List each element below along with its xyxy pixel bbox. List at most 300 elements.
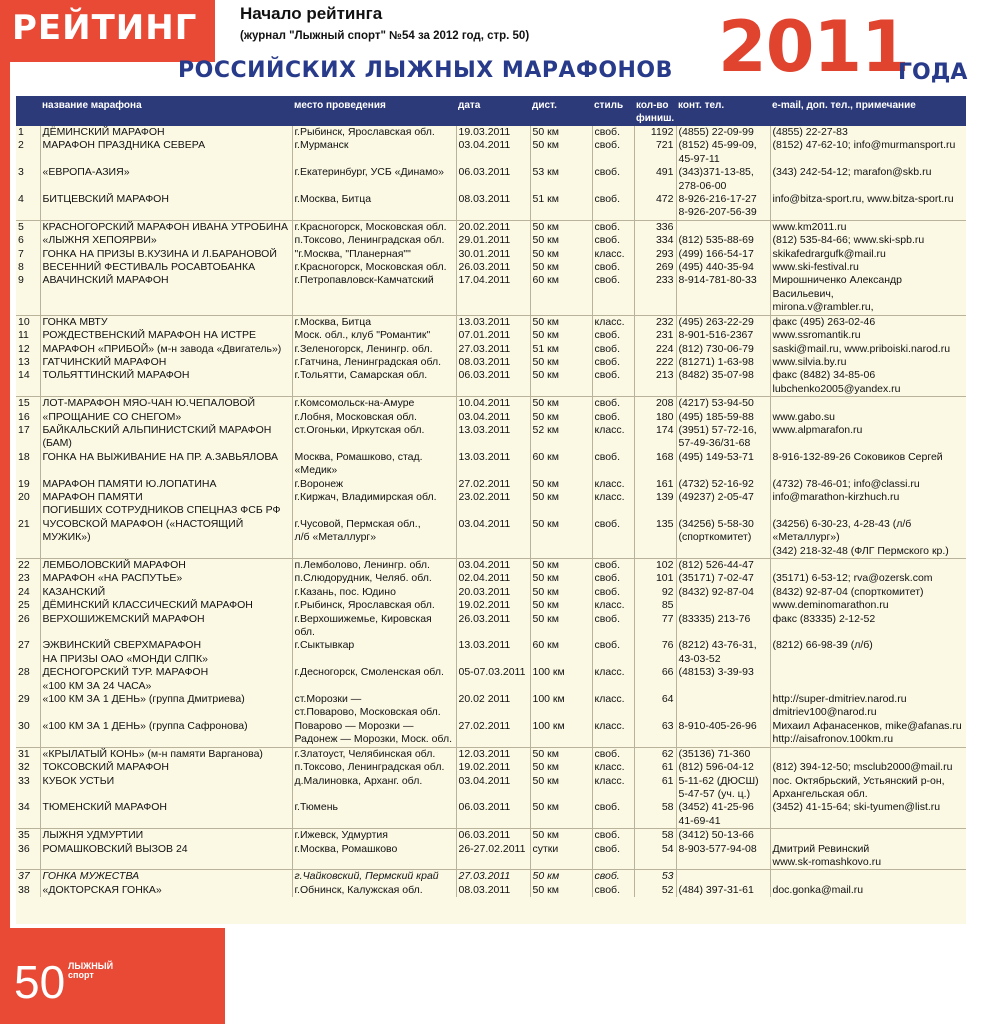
cell-fin: 61 xyxy=(634,761,676,774)
cell-tel: (484) 397-31-61 xyxy=(676,884,770,897)
cell-n: 17 xyxy=(18,423,30,436)
cell-name: «100 КМ ЗА 1 ДЕНЬ» (группа Дмитриева) xyxy=(40,693,292,720)
cell-n: 16 xyxy=(18,410,30,423)
cell-n: 36 xyxy=(18,842,30,855)
cell-style: своб. xyxy=(592,126,634,139)
cell-note: 8-916-132-89-26 Соковиков Сергей xyxy=(770,451,966,478)
cell-fin: 233 xyxy=(634,274,676,315)
cell-dist: 50 км xyxy=(530,220,592,234)
cell-dist: 50 км xyxy=(530,315,592,329)
table-row xyxy=(16,397,966,411)
cell-date: 02.04.2011 xyxy=(456,572,530,585)
cell-n: 34 xyxy=(18,801,30,814)
cell-name: МАРАФОН ПАМЯТИ Ю.ЛОПАТИНА xyxy=(40,478,292,491)
cell-date: 26-27.02.2011 xyxy=(456,843,530,870)
cell-place: г.Обнинск, Калужская обл. xyxy=(292,884,456,897)
cell-tel: (48153) 3-39-93 xyxy=(676,666,770,693)
cell-n: 37 xyxy=(16,870,40,884)
cell-date: 20.02 2011 xyxy=(456,693,530,720)
cell-n: 22 xyxy=(16,559,40,573)
cell-fin: 161 xyxy=(634,478,676,491)
cell-date: 10.04.2011 xyxy=(456,397,530,411)
cell-dist: 51 км xyxy=(530,343,592,356)
cell-fin: 139 xyxy=(634,491,676,518)
cell-date: 27.03.2011 xyxy=(456,343,530,356)
cell-tel: 8-910-405-26-96 xyxy=(676,720,770,747)
cell-style: своб. xyxy=(592,639,634,666)
cell-n: 28 xyxy=(18,666,30,679)
table-row xyxy=(16,559,966,573)
cell-fin: 64 xyxy=(634,693,676,720)
cell-note: факс (8482) 34-85-06 lubchenko2005@yandex.ru xyxy=(770,369,966,396)
cell-style: своб. xyxy=(592,451,634,478)
cell-place: г.Сыктывкар xyxy=(292,639,456,666)
cell-name: ДЁМИНСКИЙ МАРАФОН xyxy=(40,126,292,139)
table-row xyxy=(16,870,966,884)
cell-date: 13.03.2011 xyxy=(456,315,530,329)
cell-note xyxy=(770,829,966,843)
table-row xyxy=(16,356,966,369)
cell-fin: 213 xyxy=(634,369,676,396)
cell-tel: (812) 596-04-12 xyxy=(676,761,770,774)
cell-fin: 222 xyxy=(634,356,676,369)
cell-style: своб. xyxy=(592,843,634,870)
cell-fin: 63 xyxy=(634,720,676,747)
cell-style: класс. xyxy=(592,248,634,261)
cell-style: своб. xyxy=(592,261,634,274)
cell-dist: 50 км xyxy=(530,870,592,884)
cell-place: г.Зеленогорск, Ленингр. обл. xyxy=(292,343,456,356)
cell-place: г.Ижевск, Удмуртия xyxy=(292,829,456,843)
cell-fin: 58 xyxy=(634,801,676,828)
cell-name: ДЁМИНСКИЙ КЛАССИЧЕСКИЙ МАРАФОН xyxy=(40,599,292,612)
cell-style: класс. xyxy=(592,315,634,329)
cell-place: г.Златоуст, Челябинская обл. xyxy=(292,747,456,761)
cell-name: «ЛЫЖНЯ ХЕПОЯРВИ» xyxy=(40,234,292,247)
cell-tel: (35171) 7-02-47 xyxy=(676,572,770,585)
col-header-style: стиль xyxy=(592,96,634,126)
cell-place: г.Казань, пос. Юдино xyxy=(292,586,456,599)
table-row xyxy=(16,139,966,166)
cell-name: ВЕРХОШИЖЕМСКИЙ МАРАФОН xyxy=(40,613,292,640)
cell-tel: (49237) 2-05-47 xyxy=(676,491,770,518)
cell-style: класс. xyxy=(592,775,634,802)
cell-tel: (4732) 52-16-92 xyxy=(676,478,770,491)
cell-n: 33 xyxy=(18,774,30,787)
cell-date: 30.01.2011 xyxy=(456,248,530,261)
cell-place: "г.Москва, "Планерная"" xyxy=(292,248,456,261)
cell-note xyxy=(770,397,966,411)
cell-date: 27.02.2011 xyxy=(456,478,530,491)
cell-fin: 269 xyxy=(634,261,676,274)
cell-fin: 53 xyxy=(634,870,676,884)
cell-dist: 100 км xyxy=(530,693,592,720)
cell-note: www.ski-festival.ru xyxy=(770,261,966,274)
cell-n: 20 xyxy=(18,490,30,503)
cell-date: 13.03.2011 xyxy=(456,424,530,451)
cell-dist: 50 км xyxy=(530,491,592,518)
cell-fin: 336 xyxy=(634,220,676,234)
page-number: 50 xyxy=(14,956,66,1008)
cell-style: своб. xyxy=(592,139,634,166)
col-header-place: место проведения xyxy=(292,96,456,126)
cell-date: 06.03.2011 xyxy=(456,166,530,193)
cell-note: saski@mail.ru, www.priboiski.narod.ru xyxy=(770,343,966,356)
cell-n: 23 xyxy=(18,572,30,585)
cell-style: своб. xyxy=(592,747,634,761)
cell-tel: (8482) 35-07-98 xyxy=(676,369,770,396)
table-row xyxy=(16,220,966,234)
cell-dist: 60 км xyxy=(530,451,592,478)
cell-dist: 100 км xyxy=(530,666,592,693)
cell-name: ЭЖВИНСКИЙ СВЕРХМАРАФОН НА ПРИЗЫ ОАО «МОНДИ СЛПК» xyxy=(40,639,292,666)
table-row xyxy=(16,572,966,585)
cell-fin: 77 xyxy=(634,613,676,640)
cell-dist: 50 км xyxy=(530,747,592,761)
table-row xyxy=(16,315,966,329)
cell-dist: 50 км xyxy=(530,801,592,828)
cell-date: 19.02.2011 xyxy=(456,761,530,774)
table-row xyxy=(16,274,966,315)
cell-name: ВЕСЕННИЙ ФЕСТИВАЛЬ РОСАВТОБАНКА xyxy=(40,261,292,274)
cell-tel: 8-903-577-94-08 xyxy=(676,843,770,870)
cell-place: д.Малиновка, Арханг. обл. xyxy=(292,775,456,802)
cell-place: г.Красногорск, Московская обл. xyxy=(292,220,456,234)
cell-dist: 50 км xyxy=(530,613,592,640)
cell-place: г.Москва, Битца xyxy=(292,315,456,329)
cell-place: Моск. обл., клуб "Романтик" xyxy=(292,329,456,342)
cell-dist: 50 км xyxy=(530,478,592,491)
cell-name: РОМАШКОВСКИЙ ВЫЗОВ 24 xyxy=(40,843,292,870)
cell-note: www.alpmarafon.ru xyxy=(770,424,966,451)
cell-n: 12 xyxy=(18,342,30,355)
cell-name: РОЖДЕСТВЕНСКИЙ МАРАФОН НА ИСТРЕ xyxy=(40,329,292,342)
col-header-number xyxy=(16,96,40,126)
cell-n: 18 xyxy=(18,450,30,463)
cell-place: г.Москва, Ромашково xyxy=(292,843,456,870)
cell-fin: 168 xyxy=(634,451,676,478)
cell-date: 03.04.2011 xyxy=(456,775,530,802)
cell-n: 15 xyxy=(16,397,40,411)
cell-style: своб. xyxy=(592,397,634,411)
table-row xyxy=(16,343,966,356)
cell-dist: 100 км xyxy=(530,720,592,747)
cell-date: 17.04.2011 xyxy=(456,274,530,315)
table-row xyxy=(16,518,966,559)
magazine-logo-line1: ЛЫЖНЫЙ xyxy=(68,961,114,971)
cell-tel xyxy=(676,220,770,234)
intro-subtitle: (журнал "Лыжный спорт" №54 за 2012 год, стр. 50) xyxy=(240,30,530,42)
year-word: ГОДА xyxy=(898,60,968,85)
cell-fin: 58 xyxy=(634,829,676,843)
year-title: 2011 xyxy=(718,6,909,88)
cell-fin: 491 xyxy=(634,166,676,193)
cell-dist: 50 км xyxy=(530,356,592,369)
cell-name: МАРАФОН «НА РАСПУТЬЕ» xyxy=(40,572,292,585)
col-header-phone: конт. тел. xyxy=(676,96,770,126)
cell-note: (8152) 47-62-10; info@murmansport.ru xyxy=(770,139,966,166)
cell-style: своб. xyxy=(592,343,634,356)
cell-fin: 66 xyxy=(634,666,676,693)
cell-place: г.Киржач, Владимирская обл. xyxy=(292,491,456,518)
cell-place: Москва, Ромашково, стад. «Медик» xyxy=(292,451,456,478)
cell-name: КРАСНОГОРСКИЙ МАРАФОН ИВАНА УТРОБИНА xyxy=(40,220,292,234)
cell-dist: 50 км xyxy=(530,329,592,342)
cell-n: 29 xyxy=(18,693,30,706)
cell-note: www.silvia.by.ru xyxy=(770,356,966,369)
cell-n: 13 xyxy=(18,355,30,368)
cell-note: Мирошниченко Александр Васильевич, mirona.v@rambler.ru, xyxy=(770,274,966,315)
table-body xyxy=(16,126,966,897)
cell-date: 29.01.2011 xyxy=(456,234,530,247)
cell-note xyxy=(770,559,966,573)
cell-name: ТОКСОВСКИЙ МАРАФОН xyxy=(40,761,292,774)
cell-style: своб. xyxy=(592,801,634,828)
col-header-date: дата xyxy=(456,96,530,126)
cell-dist: 50 км xyxy=(530,234,592,247)
cell-note: (343) 242-54-12; marafon@skb.ru xyxy=(770,166,966,193)
cell-tel: (495) 185-59-88 xyxy=(676,411,770,424)
cell-place: г.Десногорск, Смоленская обл. xyxy=(292,666,456,693)
cell-place: Поварово — Морозки — Радонеж — Морозки, Моск. обл. xyxy=(292,720,456,747)
table-row xyxy=(16,720,966,747)
cell-fin: 135 xyxy=(634,518,676,559)
rating-logo: РЕЙТИНГ xyxy=(12,8,198,48)
table-row xyxy=(16,424,966,451)
cell-place: г.Рыбинск, Ярославская обл. xyxy=(292,126,456,139)
cell-fin: 224 xyxy=(634,343,676,356)
cell-note: http://super-dmitriev.narod.ru dmitriev100@narod.ru xyxy=(770,693,966,720)
cell-note: info@marathon-kirzhuch.ru xyxy=(770,491,966,518)
cell-tel xyxy=(676,870,770,884)
cell-note: (34256) 6-30-23, 4-28-43 (л/б «Металлург») (342) 218-32-48 (ФЛГ Пермского кр.) xyxy=(770,518,966,559)
cell-note: (35171) 6-53-12; rva@ozersk.com xyxy=(770,572,966,585)
cell-place: г.Воронеж xyxy=(292,478,456,491)
cell-note xyxy=(770,747,966,761)
cell-place: г.Чусовой, Пермская обл., л/б «Металлург» xyxy=(292,518,456,559)
table-row xyxy=(16,801,966,828)
cell-style: класс. xyxy=(592,599,634,612)
cell-place: г.Мурманск xyxy=(292,139,456,166)
cell-fin: 174 xyxy=(634,424,676,451)
cell-style: своб. xyxy=(592,884,634,897)
table-row xyxy=(16,693,966,720)
table-row xyxy=(16,126,966,139)
cell-fin: 472 xyxy=(634,193,676,220)
cell-name: МАРАФОН «ПРИБОЙ» (м-н завода «Двигатель») xyxy=(40,343,292,356)
cell-tel: (499) 166-54-17 xyxy=(676,248,770,261)
cell-date: 03.04.2011 xyxy=(456,411,530,424)
cell-n: 2 xyxy=(18,139,24,152)
cell-tel: (495) 149-53-71 xyxy=(676,451,770,478)
cell-date: 20.03.2011 xyxy=(456,586,530,599)
cell-fin: 54 xyxy=(634,843,676,870)
table-row xyxy=(16,369,966,396)
cell-tel: 8-926-216-17-27 8-926-207-56-39 xyxy=(676,193,770,220)
cell-tel: (812) 535-88-69 xyxy=(676,234,770,247)
cell-place: ст.Огоньки, Иркутская обл. xyxy=(292,424,456,451)
cell-style: класс. xyxy=(592,478,634,491)
cell-fin: 85 xyxy=(634,599,676,612)
cell-dist: 50 км xyxy=(530,126,592,139)
intro-title: Начало рейтинга xyxy=(240,4,383,23)
cell-n: 19 xyxy=(18,477,30,490)
cell-dist: 50 км xyxy=(530,139,592,166)
cell-dist: 50 км xyxy=(530,572,592,585)
cell-place: п.Слюдорудник, Челяб. обл. xyxy=(292,572,456,585)
cell-dist: 50 км xyxy=(530,761,592,774)
cell-fin: 232 xyxy=(634,315,676,329)
cell-name: ГОНКА МУЖЕСТВА xyxy=(40,870,292,884)
table-row xyxy=(16,829,966,843)
cell-fin: 61 xyxy=(634,775,676,802)
cell-place: г.Лобня, Московская обл. xyxy=(292,411,456,424)
cell-dist: 51 км xyxy=(530,193,592,220)
col-header-finishers: кол-во финиш. xyxy=(634,96,676,126)
cell-n: 35 xyxy=(16,829,40,843)
cell-name: ТОЛЬЯТТИНСКИЙ МАРАФОН xyxy=(40,369,292,396)
cell-style: своб. xyxy=(592,870,634,884)
cell-name: БИТЦЕВСКИЙ МАРАФОН xyxy=(40,193,292,220)
cell-note: www.gabo.su xyxy=(770,411,966,424)
cell-name: БАЙКАЛЬСКИЙ АЛЬПИНИСТСКИЙ МАРАФОН (БАМ) xyxy=(40,424,292,451)
marathon-table-container xyxy=(16,96,966,924)
cell-date: 27.03.2011 xyxy=(456,870,530,884)
cell-style: своб. xyxy=(592,411,634,424)
cell-style: своб. xyxy=(592,220,634,234)
cell-name: ЛЕМБОЛОВСКИЙ МАРАФОН xyxy=(40,559,292,573)
table-row xyxy=(16,599,966,612)
cell-date: 20.02.2011 xyxy=(456,220,530,234)
cell-date: 06.03.2011 xyxy=(456,801,530,828)
cell-n: 26 xyxy=(18,612,30,625)
cell-name: ГОНКА НА ПРИЗЫ В.КУЗИНА И Л.БАРАНОВОЙ xyxy=(40,248,292,261)
cell-name: «100 КМ ЗА 1 ДЕНЬ» (группа Сафронова) xyxy=(40,720,292,747)
cell-tel: (8212) 43-76-31, 43-03-52 xyxy=(676,639,770,666)
cell-tel: (812) 526-44-47 xyxy=(676,559,770,573)
cell-note: факс (83335) 2-12-52 xyxy=(770,613,966,640)
cell-n: 14 xyxy=(18,369,30,382)
cell-fin: 334 xyxy=(634,234,676,247)
cell-place: г.Комсомольск-на-Амуре xyxy=(292,397,456,411)
cell-n: 21 xyxy=(18,517,30,530)
cell-note: Михаил Афанасенков, mike@afanas.ru http://aisafronov.100km.ru xyxy=(770,720,966,747)
cell-style: класс. xyxy=(592,666,634,693)
table-row xyxy=(16,478,966,491)
cell-tel: (8152) 45-99-09, 45-97-11 xyxy=(676,139,770,166)
cell-tel: (34256) 5-58-30 (спорткомитет) xyxy=(676,518,770,559)
cell-note: skikafedrargufk@mail.ru xyxy=(770,248,966,261)
table-header-row xyxy=(16,96,966,126)
cell-style: своб. xyxy=(592,329,634,342)
cell-date: 06.03.2011 xyxy=(456,829,530,843)
cell-dist: 50 км xyxy=(530,261,592,274)
cell-n: 8 xyxy=(18,261,24,274)
col-header-notes: e-mail, доп. тел., примечание xyxy=(770,96,966,126)
cell-style: своб. xyxy=(592,166,634,193)
cell-n: 31 xyxy=(16,747,40,761)
cell-name: ДЕСНОГОРСКИЙ ТУР. МАРАФОН «100 КМ ЗА 24 ЧАСА» xyxy=(40,666,292,693)
table-row xyxy=(16,639,966,666)
cell-tel xyxy=(676,693,770,720)
cell-name: ГОНКА МВТУ xyxy=(40,315,292,329)
cell-place: г.Рыбинск, Ярославская обл. xyxy=(292,599,456,612)
cell-n: 25 xyxy=(18,599,30,612)
cell-note: (4855) 22-27-83 xyxy=(770,126,966,139)
cell-tel: (343)371-13-85, 278-06-00 xyxy=(676,166,770,193)
cell-tel: (8432) 92-87-04 xyxy=(676,586,770,599)
cell-tel: 5-11-62 (ДЮСШ) 5-47-57 (уч. ц.) xyxy=(676,775,770,802)
cell-date: 26.03.2011 xyxy=(456,613,530,640)
cell-style: своб. xyxy=(592,234,634,247)
cell-n: 11 xyxy=(18,329,29,342)
cell-name: МАРАФОН ПАМЯТИ ПОГИБШИХ СОТРУДНИКОВ СПЕЦНАЗ ФСБ РФ xyxy=(40,491,292,518)
cell-note: Дмитрий Ревинский www.sk-romashkovo.ru xyxy=(770,843,966,870)
cell-place: г.Красногорск, Московская обл. xyxy=(292,261,456,274)
cell-place: г.Тольятти, Самарская обл. xyxy=(292,369,456,396)
table-row xyxy=(16,329,966,342)
cell-dist: 50 км xyxy=(530,829,592,843)
cell-style: своб. xyxy=(592,572,634,585)
cell-date: 13.03.2011 xyxy=(456,451,530,478)
cell-date: 19.03.2011 xyxy=(456,126,530,139)
cell-place: п.Токсово, Ленинградская обл. xyxy=(292,761,456,774)
cell-dist: 52 км xyxy=(530,424,592,451)
cell-note: (812) 535-84-66; www.ski-spb.ru xyxy=(770,234,966,247)
cell-tel: 8-901-516-2367 xyxy=(676,329,770,342)
cell-style: своб. xyxy=(592,369,634,396)
cell-name: ЛОТ-МАРАФОН МЯО-ЧАН Ю.ЧЕПАЛОВОЙ xyxy=(40,397,292,411)
cell-date: 27.02.2011 xyxy=(456,720,530,747)
cell-dist: 50 км xyxy=(530,775,592,802)
cell-tel: (35136) 71-360 xyxy=(676,747,770,761)
cell-place: г.Петропавловск-Камчатский xyxy=(292,274,456,315)
cell-style: класс. xyxy=(592,491,634,518)
cell-n: 10 xyxy=(16,315,40,329)
cell-date: 08.03.2011 xyxy=(456,193,530,220)
cell-tel: (4217) 53-94-50 xyxy=(676,397,770,411)
cell-style: своб. xyxy=(592,613,634,640)
cell-place: г.Москва, Битца xyxy=(292,193,456,220)
cell-dist: 50 км xyxy=(530,397,592,411)
cell-place: г.Тюмень xyxy=(292,801,456,828)
cell-style: класс. xyxy=(592,424,634,451)
col-header-name: название марафона xyxy=(40,96,292,126)
cell-tel: 8-914-781-80-33 xyxy=(676,274,770,315)
cell-date: 23.02.2011 xyxy=(456,491,530,518)
cell-date: 13.03.2011 xyxy=(456,639,530,666)
table-row xyxy=(16,747,966,761)
cell-style: своб. xyxy=(592,518,634,559)
cell-date: 08.03.2011 xyxy=(456,884,530,897)
cell-name: КУБОК УСТЬИ xyxy=(40,775,292,802)
cell-dist: 60 км xyxy=(530,274,592,315)
table-row xyxy=(16,234,966,247)
cell-place: г.Гатчина, Ленинградская обл. xyxy=(292,356,456,369)
cell-dist: 50 км xyxy=(530,369,592,396)
cell-note: (4732) 78-46-01; info@classi.ru xyxy=(770,478,966,491)
marathon-table xyxy=(16,96,966,897)
cell-note: www.km2011.ru xyxy=(770,220,966,234)
cell-dist: 50 км xyxy=(530,248,592,261)
cell-n: 32 xyxy=(18,761,30,774)
cell-place: г.Верхошижемье, Кировская обл. xyxy=(292,613,456,640)
cell-fin: 1192 xyxy=(634,126,676,139)
table-row xyxy=(16,166,966,193)
cell-dist: 50 км xyxy=(530,411,592,424)
magazine-logo-line2: спорт xyxy=(68,970,94,980)
cell-note: пос. Октябрьский, Устьянский р-он, Архангельская обл. xyxy=(770,775,966,802)
